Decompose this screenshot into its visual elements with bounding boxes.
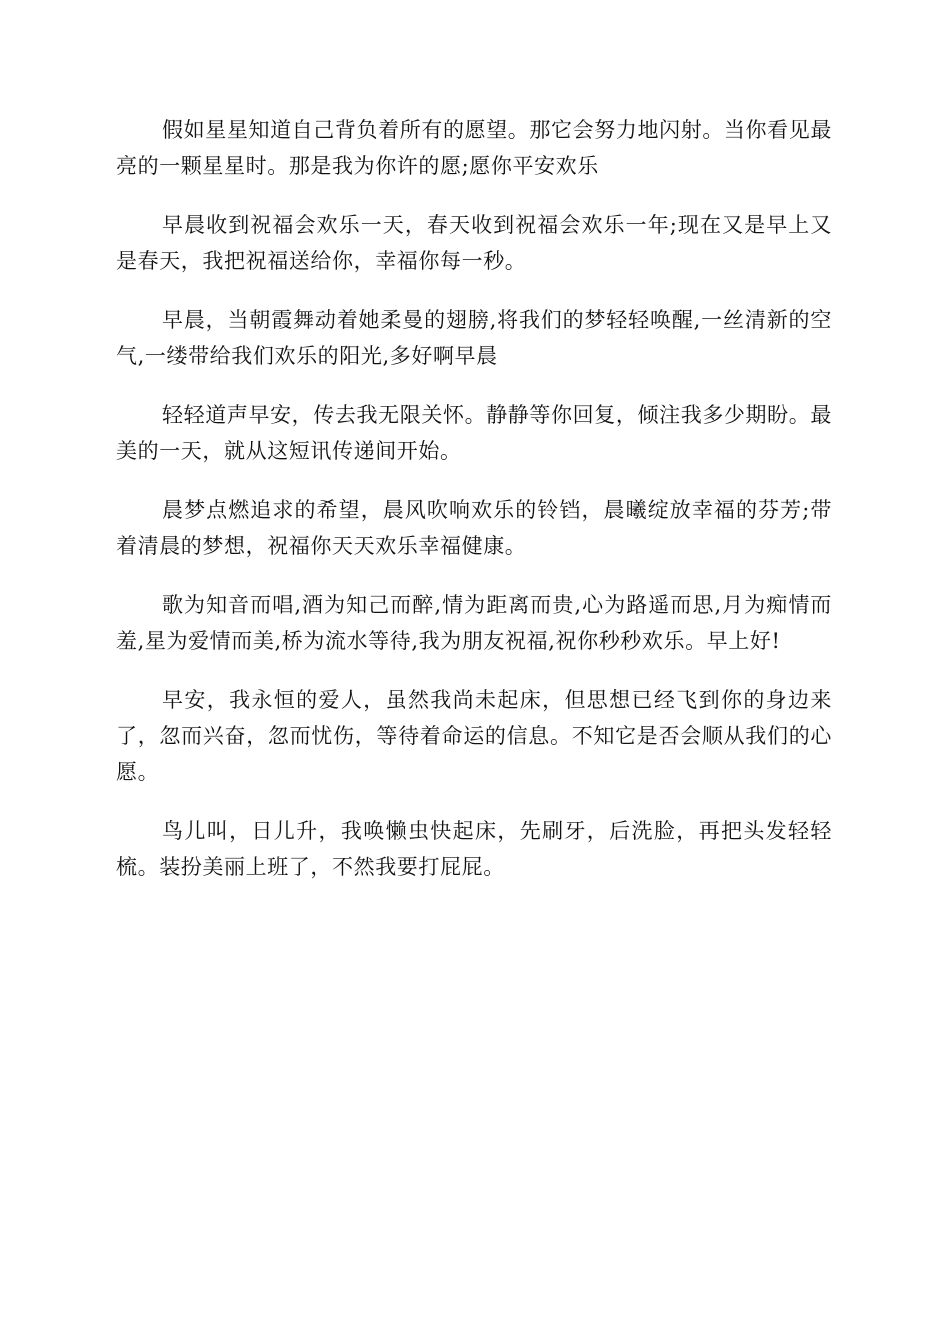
paragraph-5: 晨梦点燃追求的希望，晨风吹响欢乐的铃铛，晨曦绽放幸福的芬芳;带着清晨的梦想，祝福你天天欢乐幸福健康。	[116, 498, 832, 558]
paragraph-6: 歌为知音而唱,酒为知己而醉,情为距离而贵,心为路遥而思,月为痴情而羞,星为爱情而美,桥为流水等待,我为朋友祝福,祝你秒秒欢乐。早上好!	[116, 593, 832, 653]
paragraph-4: 轻轻道声早安，传去我无限关怀。静静等你回复，倾注我多少期盼。最美的一天，就从这短讯传递间开始。	[116, 403, 832, 463]
paragraph-8: 鸟儿叫，日儿升，我唤懒虫快起床，先刷牙，后洗脸，再把头发轻轻梳。装扮美丽上班了，不然我要打屁屁。	[116, 819, 832, 879]
document-body	[116, 112, 832, 908]
paragraph-7: 早安，我永恒的爱人，虽然我尚未起床，但思想已经飞到你的身边来了，忽而兴奋，忽而忧伤，等待着命运的信息。不知它是否会顺从我们的心愿。	[116, 688, 832, 784]
paragraph-3: 早晨，当朝霞舞动着她柔曼的翅膀,将我们的梦轻轻唤醒,一丝清新的空气,一缕带给我们欢乐的阳光,多好啊早晨	[116, 308, 832, 368]
paragraph-1: 假如星星知道自己背负着所有的愿望。那它会努力地闪射。当你看见最亮的一颗星星时。那是我为你许的愿;愿你平安欢乐	[116, 118, 832, 178]
paragraph-2: 早晨收到祝福会欢乐一天，春天收到祝福会欢乐一年;现在又是早上又是春天，我把祝福送给你，幸福你每一秒。	[116, 213, 832, 273]
